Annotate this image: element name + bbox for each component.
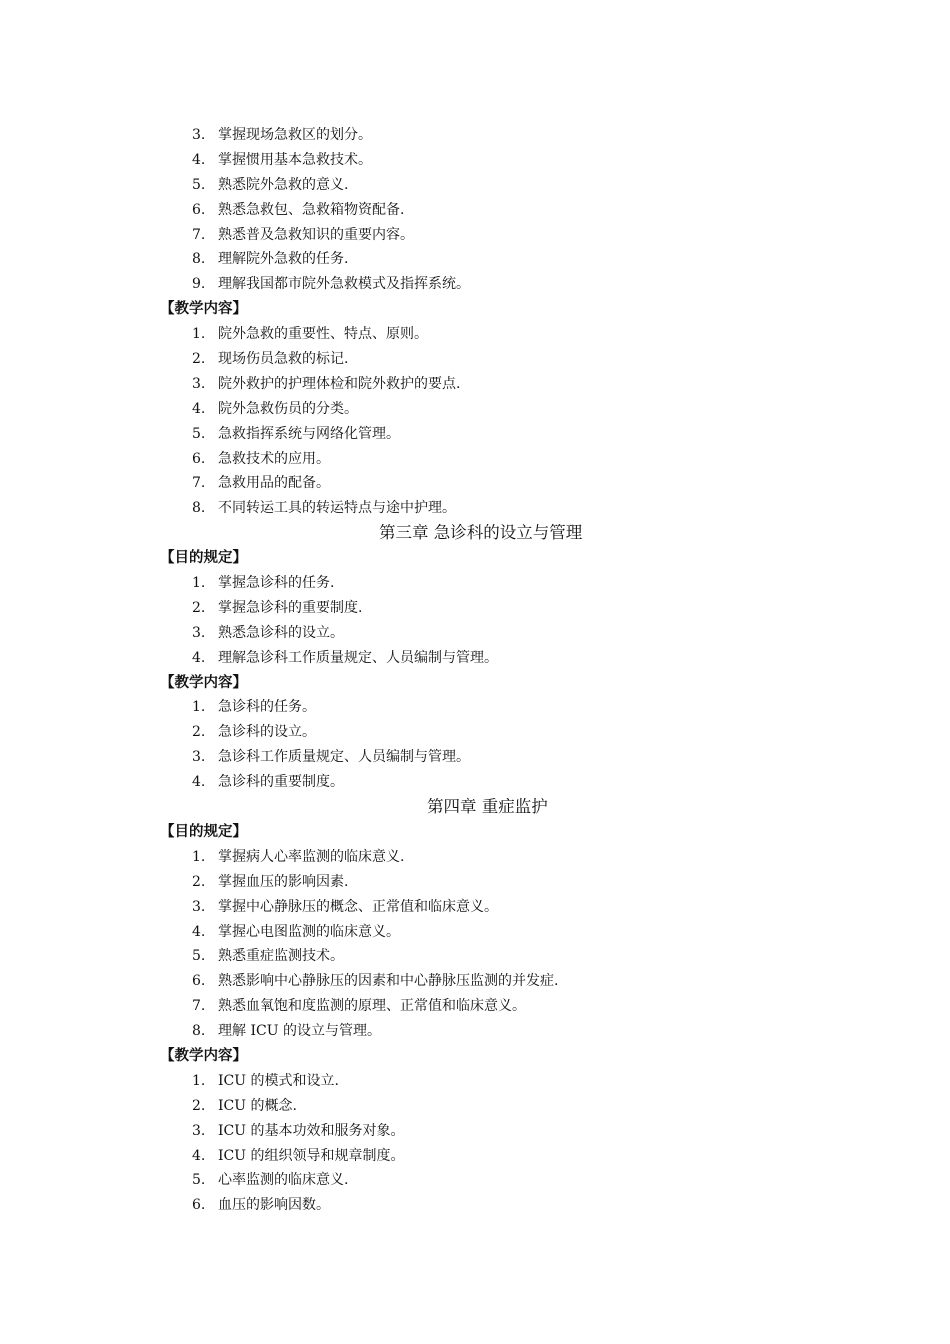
chapter-title: 第四章 重症监护 [427, 797, 548, 817]
item-text: 理解 ICU 的设立与管理。 [218, 1023, 381, 1040]
section-heading: 【教学内容】 [160, 1047, 247, 1064]
item-number: 3. [192, 375, 206, 392]
item-text: 现场伤员急救的标记. [218, 351, 349, 368]
list-item [160, 845, 860, 870]
item-number: 4. [192, 1147, 206, 1164]
item-number: 1. [192, 1072, 206, 1089]
item-text: 院外救护的护理体检和院外救护的要点. [218, 375, 461, 392]
item-text: 熟悉影响中心静脉压的因素和中心静脉压监测的并发症. [218, 973, 559, 990]
list-item [160, 1019, 860, 1044]
section-heading: 【教学内容】 [160, 301, 247, 318]
item-text: 血压的影响因数。 [218, 1197, 330, 1214]
section-heading: 【目的规定】 [160, 550, 247, 567]
item-number: 5. [192, 948, 206, 965]
section-heading: 【教学内容】 [160, 674, 247, 691]
list-item [160, 272, 860, 297]
item-text: 熟悉普及急救知识的重要内容。 [218, 226, 414, 243]
item-number: 7. [192, 226, 206, 243]
list-item [160, 621, 860, 646]
item-text: ICU 的模式和设立. [218, 1072, 339, 1089]
item-number: 4. [192, 774, 206, 791]
chapter-title: 第三章 急诊科的设立与管理 [379, 523, 583, 543]
item-text: 急诊科的重要制度。 [218, 774, 344, 791]
item-number: 2. [192, 873, 206, 890]
list-item [160, 770, 860, 795]
item-number: 7. [192, 998, 206, 1015]
item-text: 掌握病人心率监测的临床意义. [218, 848, 405, 865]
list-item [160, 870, 860, 895]
item-text: 掌握急诊科的任务. [218, 575, 335, 592]
item-number: 6. [192, 973, 206, 990]
item-text: 理解我国都市院外急救模式及指挥系统。 [218, 276, 470, 293]
item-text: 急诊科工作质量规定、人员编制与管理。 [218, 749, 470, 766]
item-number: 6. [192, 450, 206, 467]
item-number: 5. [192, 425, 206, 442]
list-item [160, 720, 860, 745]
item-number: 3. [192, 624, 206, 641]
item-number: 1. [192, 575, 206, 592]
list-item [160, 1193, 860, 1218]
list-item [160, 994, 860, 1019]
item-number: 3. [192, 127, 206, 143]
list-item [160, 123, 860, 148]
item-text: 心率监测的临床意义. [218, 1172, 349, 1189]
item-text: 急救指挥系统与网络化管理。 [218, 425, 400, 442]
list-item [160, 198, 860, 223]
item-text: 急诊科的设立。 [218, 724, 316, 741]
item-number: 8. [192, 1023, 206, 1040]
list-item [160, 895, 860, 920]
item-text: ICU 的基本功效和服务对象。 [218, 1122, 405, 1139]
list-item [160, 447, 860, 472]
item-number: 3. [192, 898, 206, 915]
item-number: 4. [192, 151, 206, 168]
item-text: 熟悉院外急救的意义. [218, 176, 349, 193]
list-item [160, 397, 860, 422]
item-text: 熟悉重症监测技术。 [218, 948, 344, 965]
item-number: 1. [192, 699, 206, 716]
list-item [160, 969, 860, 994]
item-number: 2. [192, 599, 206, 616]
item-text: 熟悉急诊科的设立。 [218, 624, 344, 641]
list-item [160, 944, 860, 969]
list-item [160, 596, 860, 621]
item-number: 5. [192, 176, 206, 193]
item-text: 院外急救伤员的分类。 [218, 400, 358, 417]
item-number: 2. [192, 1097, 206, 1114]
list-item [160, 148, 860, 173]
list-item [160, 223, 860, 248]
list-item [160, 1119, 860, 1144]
list-item [160, 1168, 860, 1193]
item-number: 2. [192, 351, 206, 368]
item-text: 急救技术的应用。 [218, 450, 330, 467]
item-number: 8. [192, 251, 206, 268]
item-text: ICU 的组织领导和规章制度。 [218, 1147, 405, 1164]
item-number: 4. [192, 649, 206, 666]
item-text: 理解院外急救的任务. [218, 251, 349, 268]
item-text: 急救用品的配备。 [218, 475, 330, 492]
item-number: 6. [192, 1197, 206, 1214]
item-text: 掌握血压的影响因素. [218, 873, 349, 890]
list-item [160, 372, 860, 397]
list-item [160, 173, 860, 198]
list-item [160, 571, 860, 596]
item-number: 4. [192, 923, 206, 940]
item-text: 不同转运工具的转运特点与途中护理。 [218, 500, 456, 517]
item-text: 掌握现场急救区的划分。 [218, 127, 372, 143]
item-text: 掌握心电图监测的临床意义。 [218, 923, 400, 940]
item-number: 8. [192, 500, 206, 517]
list-item [160, 920, 860, 945]
list-item [160, 496, 860, 521]
list-item [160, 1094, 860, 1119]
item-number: 1. [192, 848, 206, 865]
list-item [160, 646, 860, 671]
item-text: 掌握中心静脉压的概念、正常值和临床意义。 [218, 898, 498, 915]
item-text: 熟悉血氧饱和度监测的原理、正常值和临床意义。 [218, 998, 526, 1015]
section-heading: 【目的规定】 [160, 823, 247, 840]
list-item [160, 1069, 860, 1094]
item-text: 理解急诊科工作质量规定、人员编制与管理。 [218, 649, 498, 666]
item-text: 掌握急诊科的重要制度. [218, 599, 363, 616]
item-number: 1. [192, 326, 206, 343]
list-item [160, 1144, 860, 1169]
item-number: 9. [192, 276, 206, 293]
item-number: 3. [192, 1122, 206, 1139]
list-item [160, 322, 860, 347]
list-item [160, 247, 860, 272]
list-item [160, 422, 860, 447]
item-number: 4. [192, 400, 206, 417]
document-body [160, 123, 860, 1218]
list-item [160, 695, 860, 720]
list-item [160, 745, 860, 770]
list-item [160, 471, 860, 496]
item-number: 6. [192, 201, 206, 218]
item-number: 7. [192, 475, 206, 492]
item-text: ICU 的概念. [218, 1097, 297, 1114]
item-number: 5. [192, 1172, 206, 1189]
item-number: 3. [192, 749, 206, 766]
item-text: 掌握惯用基本急救技术。 [218, 151, 372, 168]
item-number: 2. [192, 724, 206, 741]
item-text: 院外急救的重要性、特点、原则。 [218, 326, 428, 343]
item-text: 急诊科的任务。 [218, 699, 316, 716]
item-text: 熟悉急救包、急救箱物资配备. [218, 201, 405, 218]
list-item [160, 347, 860, 372]
